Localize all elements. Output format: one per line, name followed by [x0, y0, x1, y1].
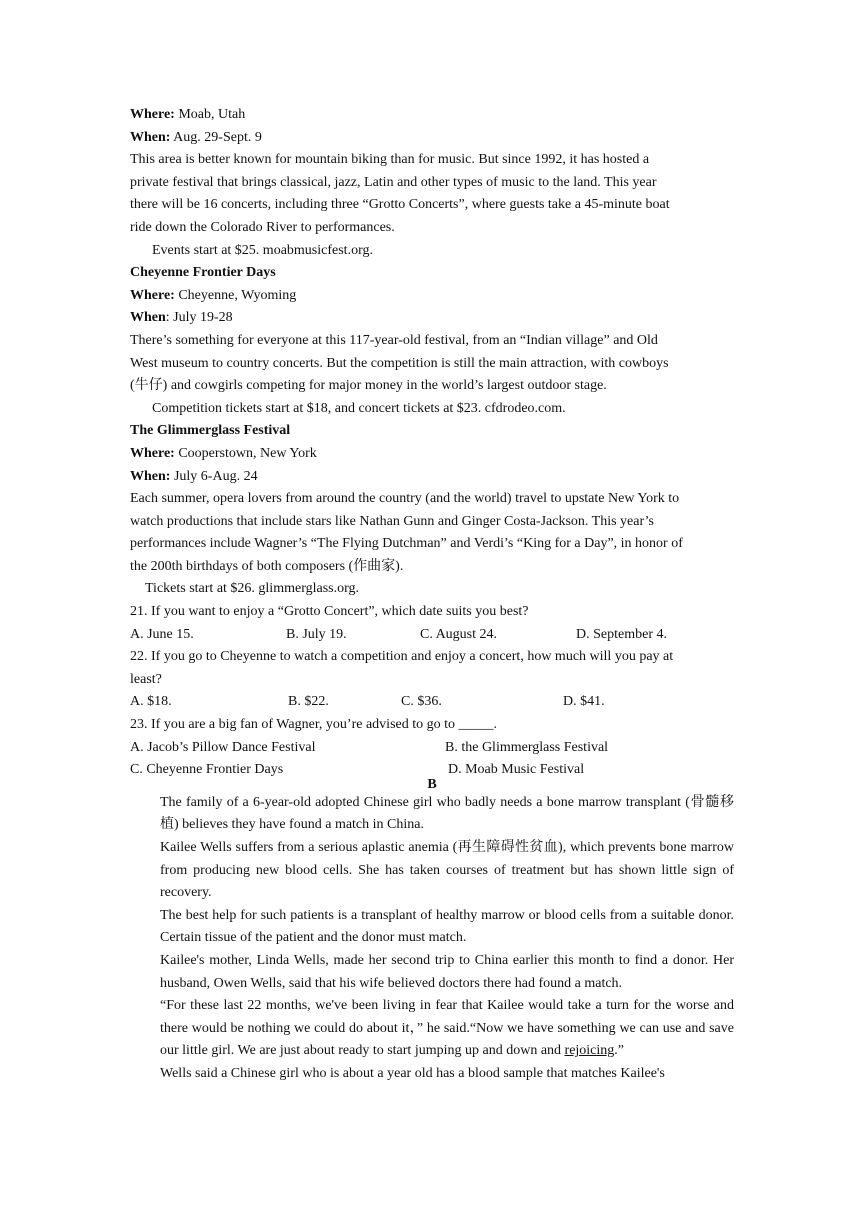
- cheyenne-desc-line: (牛仔) and cowgirls competing for major money in the world’s largest outdoor stage.: [130, 378, 607, 394]
- glimmerglass-desc-line: watch productions that include stars like Nathan Gunn and Ginger Costa-Jackson. This year’s: [130, 513, 654, 529]
- option-a: A. $18.: [130, 694, 172, 710]
- moab-desc-line: there will be 16 concerts, including three “Grotto Concerts”, where guests take a 45-minute boat: [130, 197, 670, 213]
- underlined-word: rejoicing: [564, 1043, 615, 1059]
- glimmerglass-price: Tickets start at $26. glimmerglass.org.: [145, 581, 360, 597]
- question-22: 22. If you go to Cheyenne to watch a competition and enjoy a concert, how much will you pay at: [130, 649, 674, 665]
- question-22-cont: least?: [130, 671, 162, 687]
- passage-paragraph: “For these last 22 months, we've been living in fear that Kailee would take a turn for the worse and there would be nothing we could do about it，” he said.“Now we have something we can use and save our little girl. We are just about ready to start jumping up and down and rejoicing.”: [160, 998, 734, 1059]
- moab-where: Where: Moab, Utah: [130, 107, 246, 122]
- moab-when: When: Aug. 29-Sept. 9: [130, 129, 262, 145]
- cheyenne-when: When: July 19-28: [130, 310, 233, 326]
- glimmerglass-desc-line: performances include Wagner’s “The Flying Dutchman” and Verdi’s “King for a Day”, in honor of: [130, 536, 683, 552]
- passage-paragraph: Wells said a Chinese girl who is about a year old has a blood sample that matches Kailee's: [160, 1065, 665, 1081]
- cheyenne-title: Cheyenne Frontier Days: [130, 265, 276, 281]
- option-d: D. $41.: [563, 694, 605, 710]
- moab-desc-line: ride down the Colorado River to performances.: [130, 219, 395, 235]
- question-21-options: [130, 624, 734, 647]
- question-21: 21. If you want to enjoy a “Grotto Concert”, which date suits you best?: [130, 604, 529, 620]
- option-d: D. Moab Music Festival: [448, 762, 585, 778]
- glimmerglass-desc-line: Each summer, opera lovers from around the country (and the world) travel to upstate New York to: [130, 491, 680, 507]
- option-c: C. Cheyenne Frontier Days: [130, 762, 284, 778]
- question-23: 23. If you are a big fan of Wagner, you’re advised to go to _____.: [130, 717, 498, 733]
- cheyenne-where: Where: Cheyenne, Wyoming: [130, 287, 297, 303]
- moab-price: Events start at $25. moabmusicfest.org.: [152, 242, 373, 258]
- option-c: C. $36.: [401, 694, 442, 710]
- option-b: B. the Glimmerglass Festival: [445, 739, 609, 755]
- passage-paragraph: The family of a 6-year-old adopted Chinese girl who badly needs a bone marrow transplant (骨髓移植) believes they have found a match in China.: [160, 794, 734, 833]
- glimmerglass-when: When: July 6-Aug. 24: [130, 468, 258, 484]
- cheyenne-desc-line: There’s something for everyone at this 117-year-old festival, from an “Indian village” and Old: [130, 332, 658, 348]
- cheyenne-price: Competition tickets start at $18, and concert tickets at $23. cfdrodeo.com.: [152, 400, 566, 416]
- moab-desc-line: private festival that brings classical, jazz, Latin and other types of music to the land. This year: [130, 174, 657, 190]
- cheyenne-desc-line: West museum to country concerts. But the competition is still the main attraction, with cowboys: [130, 355, 669, 371]
- section-b-heading: B: [427, 776, 437, 792]
- option-b: B. July 19.: [286, 626, 347, 642]
- document-page: [130, 104, 734, 1086]
- passage-paragraph: Kailee Wells suffers from a serious aplastic anemia (再生障碍性贫血), which prevents bone marrow from producing new blood cells. She has taken courses of treatment but has shown little sign of recovery.: [160, 840, 734, 901]
- passage-paragraph: The best help for such patients is a transplant of healthy marrow or blood cells from a suitable donor. Certain tissue of the patient and the donor must match.: [160, 907, 734, 946]
- option-a: A. June 15.: [130, 626, 194, 642]
- option-d: D. September 4.: [576, 626, 667, 642]
- moab-desc-line: This area is better known for mountain biking than for music. But since 1992, it has hosted a: [130, 152, 650, 168]
- glimmerglass-desc-line: the 200th birthdays of both composers (作曲家).: [130, 558, 404, 574]
- option-b: B. $22.: [288, 694, 329, 710]
- option-c: C. August 24.: [420, 626, 498, 642]
- question-23-options-row1: [130, 737, 734, 760]
- glimmerglass-where: Where: Cooperstown, New York: [130, 445, 317, 461]
- passage-paragraph: Kailee's mother, Linda Wells, made her second trip to China earlier this month to find a donor. Her husband, Owen Wells, said that his wife believed doctors there had found a match.: [160, 952, 734, 991]
- question-22-options: [130, 691, 734, 714]
- glimmerglass-title: The Glimmerglass Festival: [130, 423, 291, 439]
- option-a: A. Jacob’s Pillow Dance Festival: [130, 739, 316, 755]
